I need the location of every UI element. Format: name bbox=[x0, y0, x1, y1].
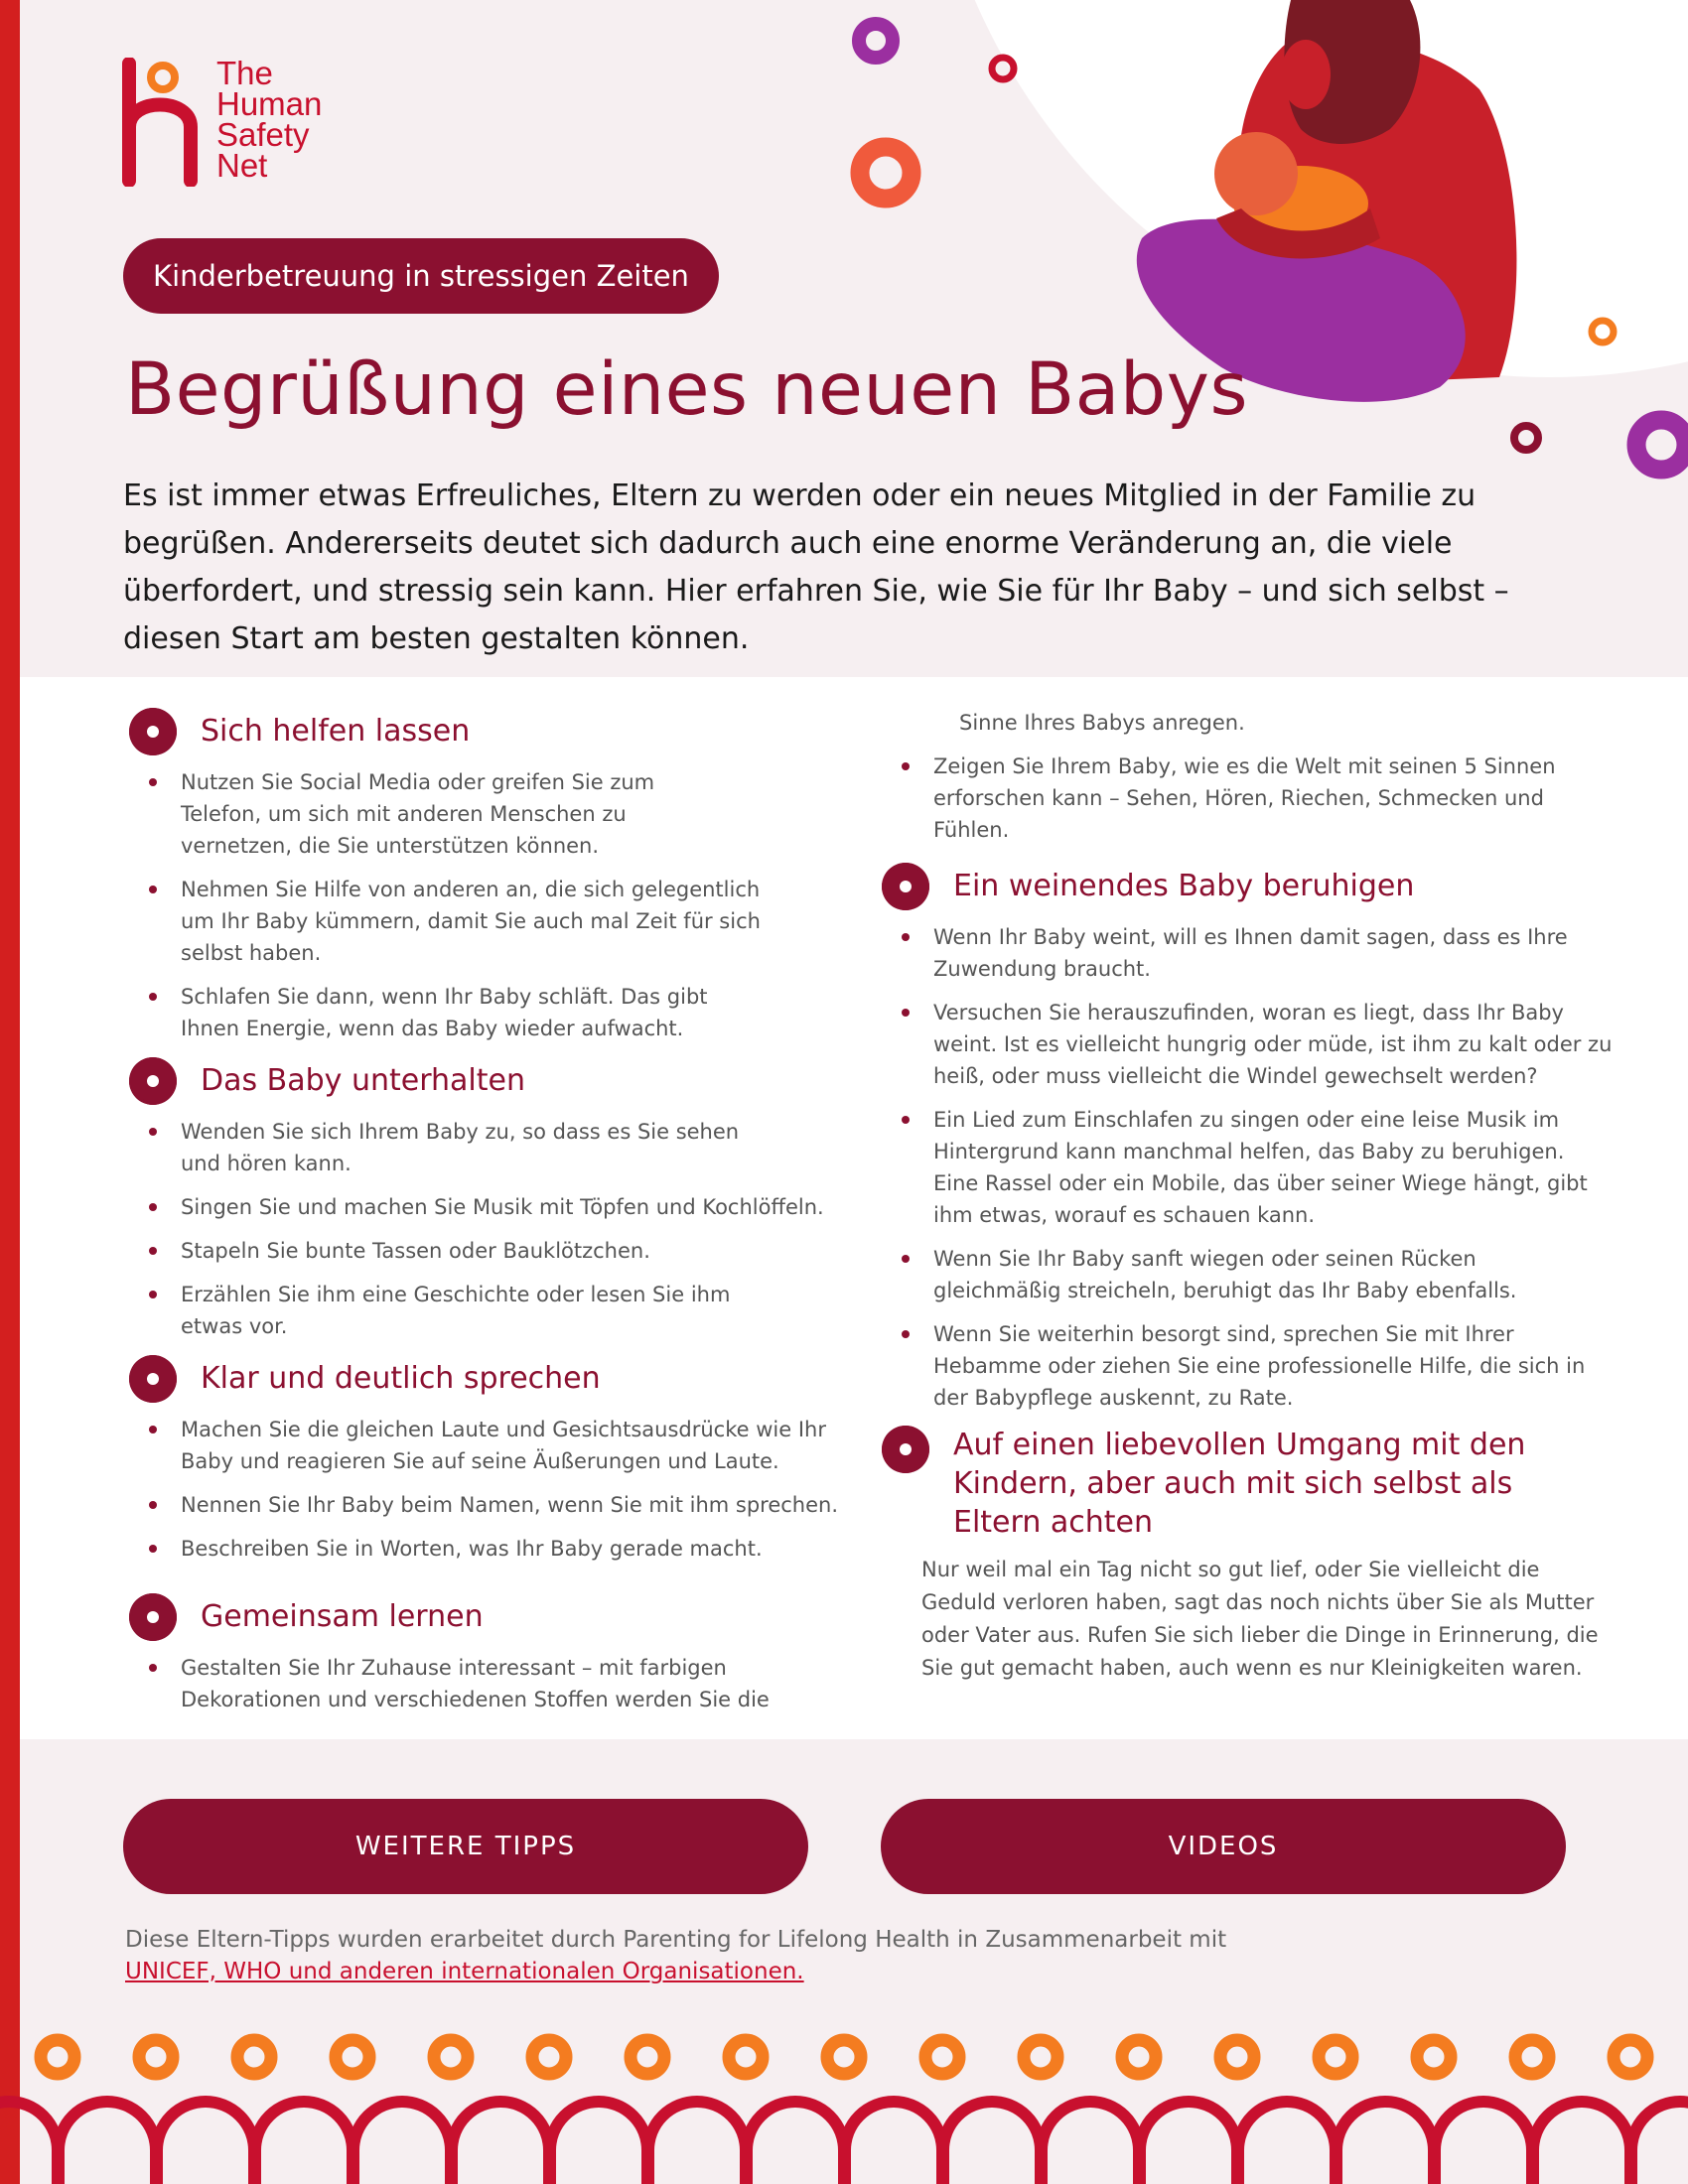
videos-button[interactable]: VIDEOS bbox=[881, 1799, 1566, 1894]
list-item: Zeigen Sie Ihrem Baby, wie es die Welt mit seinen 5 Sinnen erforschen kann – Sehen, Hören, Riechen, Schmecken und Fühlen. bbox=[882, 751, 1609, 846]
section-bullet-icon bbox=[882, 863, 929, 910]
credit-prefix: Diese Eltern-Tipps wurden erarbeitet durch Parenting for Lifelong Health in Zusammenarbeit mit bbox=[125, 1927, 1227, 1953]
list-item: Ein Lied zum Einschlafen zu singen oder eine leise Musik im Hintergrund kann manchmal helfen, das Baby zu beruhigen. Eine Rassel oder ein Mobile, das über seiner Wiege hängt, gibt ihm etwas, worauf es schauen kann. bbox=[882, 1104, 1609, 1231]
section-bullet-icon bbox=[129, 1593, 177, 1641]
list-item: Erzählen Sie ihm eine Geschichte oder lesen Sie ihm etwas vor. bbox=[129, 1279, 796, 1342]
logo-line: Safety bbox=[216, 116, 310, 153]
self-care-paragraph: Nur weil mal ein Tag nicht so gut lief, oder Sie vielleicht die Geduld verloren haben, sagt das noch nichts über Sie als Mutter oder Vater aus. Rufen Sie sich lieber die Dinge in Erinnerung, die Sie gut gemacht haben, auch wenn es nur Kleinigkeiten waren. bbox=[921, 1558, 1599, 1680]
left-accent-stripe bbox=[0, 0, 20, 2184]
section-bullet-icon bbox=[129, 708, 177, 755]
section-help bbox=[129, 707, 844, 1044]
section-entertain bbox=[129, 1056, 844, 1342]
list-item: Beschreiben Sie in Worten, was Ihr Baby gerade macht. bbox=[129, 1533, 844, 1565]
list-item: Wenn Sie weiterhin besorgt sind, sprechen Sie mit Ihrer Hebamme oder ziehen Sie eine professionelle Hilfe, die sich in der Babypflege auskennt, zu Rate. bbox=[882, 1318, 1589, 1414]
section-speak bbox=[129, 1354, 844, 1565]
right-column bbox=[882, 707, 1617, 1685]
list-item: Nennen Sie Ihr Baby beim Namen, wenn Sie mit ihm sprechen. bbox=[129, 1489, 844, 1521]
list-item: Schlafen Sie dann, wenn Ihr Baby schläft. Das gibt Ihnen Energie, wenn das Baby wieder aufwacht. bbox=[129, 981, 757, 1044]
section-learn bbox=[129, 1592, 844, 1715]
section-heading: Ein weinendes Baby beruhigen bbox=[953, 869, 1415, 903]
section-heading: Das Baby unterhalten bbox=[201, 1063, 525, 1098]
more-tips-button[interactable]: WEITERE TIPPS bbox=[123, 1799, 808, 1894]
section-bullet-icon bbox=[129, 1355, 177, 1403]
credit-text bbox=[125, 1924, 1317, 1987]
logo-wordmark bbox=[216, 55, 323, 184]
intro-paragraph: Es ist immer etwas Erfreuliches, Eltern zu werden oder ein neues Mitglied in der Familie zu begrüßen. Andererseits deutet sich dadurch auch eine enorme Veränderung an, die viele überfordert, und stressig sein kann. Hier erfahren Sie, wie Sie für Ihr Baby – und sich selbst – diesen Start am besten gestalten können. bbox=[123, 478, 1509, 656]
section-heading: Sich helfen lassen bbox=[201, 714, 471, 749]
category-pill: Kinderbetreuung in stressigen Zeiten bbox=[123, 238, 719, 314]
list-item: Stapeln Sie bunte Tassen oder Bauklötzchen. bbox=[129, 1235, 844, 1267]
section-bullet-icon bbox=[882, 1426, 929, 1473]
list-item: Wenn Sie Ihr Baby sanft wiegen oder seinen Rücken gleichmäßig streicheln, beruhigt das Ihr Baby ebenfalls. bbox=[882, 1243, 1569, 1306]
section-heading: Gemeinsam lernen bbox=[201, 1599, 484, 1634]
list-item: Wenden Sie sich Ihrem Baby zu, so dass es Sie sehen und hören kann. bbox=[129, 1116, 767, 1179]
continued-text: Sinne Ihres Babys anregen. bbox=[959, 711, 1245, 735]
list-item: Nutzen Sie Social Media oder greifen Sie zum Telefon, um sich mit anderen Menschen zu vernetzen, die Sie unterstützen können. bbox=[129, 766, 737, 862]
organizations-link[interactable]: UNICEF, WHO und anderen internationalen Organisationen. bbox=[125, 1959, 804, 1984]
logo-line: The bbox=[216, 55, 273, 91]
list-item: Singen Sie und machen Sie Musik mit Töpfen und Kochlöffeln. bbox=[129, 1191, 844, 1223]
section-bullet-icon bbox=[129, 1057, 177, 1105]
logo-line: Net bbox=[216, 147, 268, 184]
list-item: Versuchen Sie herauszufinden, woran es liegt, dass Ihr Baby weint. Ist es vielleicht hungrig oder müde, ist ihm zu kalt oder zu heiß, oder muss vielleicht die Windel gewechselt werden? bbox=[882, 997, 1628, 1092]
list-item: Gestalten Sie Ihr Zuhause interessant – mit farbigen Dekorationen und verschiedenen Stoffen werden Sie die bbox=[129, 1652, 806, 1715]
list-item: Wenn Ihr Baby weint, will es Ihnen damit sagen, dass es Ihre Zuwendung braucht. bbox=[882, 921, 1609, 985]
logo-line: Human bbox=[216, 85, 323, 122]
section-calm bbox=[882, 862, 1617, 1414]
page-title: Begrüßung eines neuen Babys bbox=[125, 347, 1248, 432]
list-item: Machen Sie die gleichen Laute und Gesichtsausdrücke wie Ihr Baby und reagieren Sie auf seine Äußerungen und Laute. bbox=[129, 1414, 826, 1477]
left-column bbox=[129, 707, 844, 1727]
section-heading: Auf einen liebevollen Umgang mit den Kindern, aber auch mit sich selbst als Eltern achten bbox=[953, 1428, 1526, 1540]
list-item: Nehmen Sie Hilfe von anderen an, die sich gelegentlich um Ihr Baby kümmern, damit Sie auch mal Zeit für sich selbst haben. bbox=[129, 874, 776, 969]
section-self-care bbox=[882, 1426, 1617, 1685]
section-heading: Klar und deutlich sprechen bbox=[201, 1361, 601, 1396]
